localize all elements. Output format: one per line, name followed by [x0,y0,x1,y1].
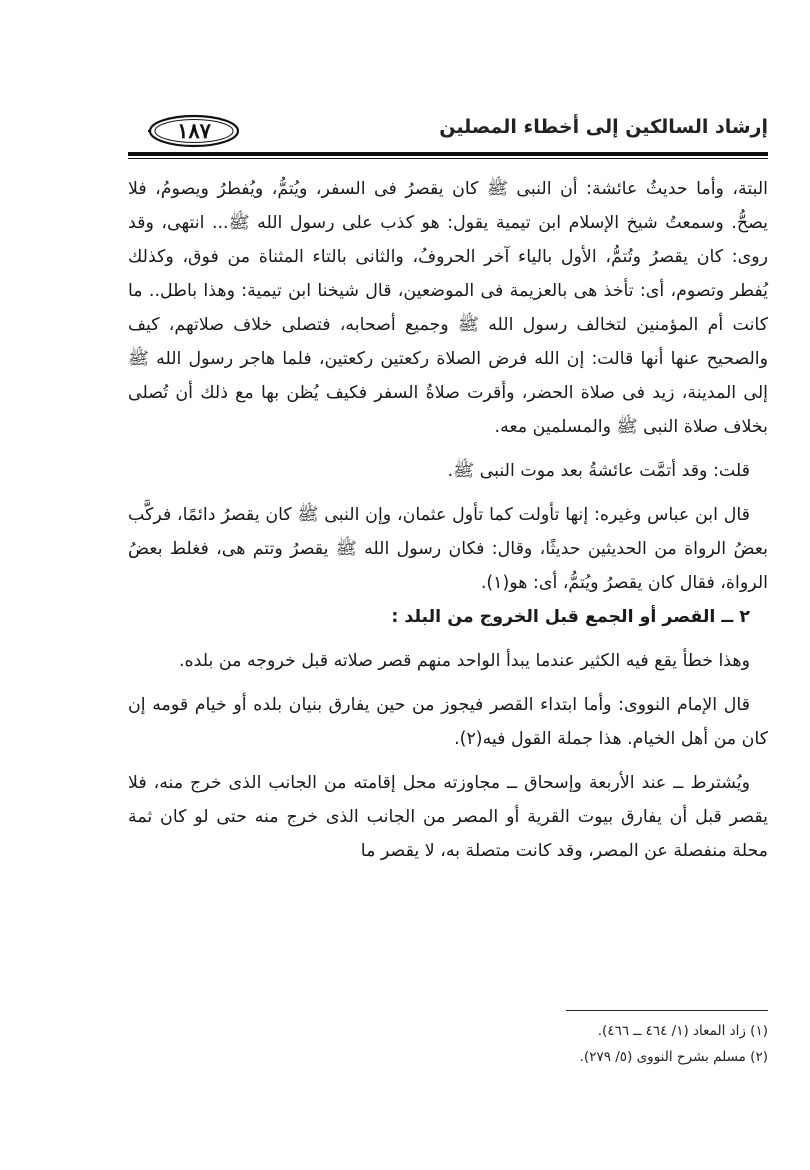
paragraph: ويُشترط ــ عند الأربعة وإسحاق ــ مجاوزته محل إقامته من الجانب الذى خرج منه، فلا يقصر قبل أن يفارق بيوت القرية أو المصر من الجانب الذى خرج منه حتى لو كان ثمة محلة منفصلة عن المصر، وقد كانت متصلة به، لا يقصر ما [128,773,768,861]
page-number-badge [148,114,240,148]
footnote: (٢) مسلم بشرح النووى (٥/ ٢٧٩). [579,1049,768,1065]
footnote-separator [566,1010,768,1011]
running-header [128,108,768,154]
footnotes [128,1018,768,1070]
page-number: ١٨٧ [177,118,211,143]
paragraph: قال ابن عباس وغيره: إنها تأولت كما تأول عثمان، وإن النبى ﷺ كان يقصرُ دائمًا، فركَّب بعضُ الرواة من الحديثين حديثًا، وقال: فكان رسول الله ﷺ يقصرُ وتتم هى، فغلط بعضُ الرواة، فقال كان يقصرُ ويُتمُّ، أى: هو(١). [128,505,768,593]
main-text [128,172,768,868]
running-title: إرشاد السالكين إلى أخطاء المصلين [439,116,768,138]
paragraph: قال الإمام النووى: وأما ابتداء القصر فيجوز من حين يفارق بنيان بلده أو خيام قومه إن كان من أهل الخيام. هذا جملة القول فيه(٢). [128,695,768,749]
header-rule-thin [128,158,768,159]
header-rule-thick [128,152,768,156]
paragraph: وهذا خطأ يقع فيه الكثير عندما يبدأ الواحد منهم قصر صلاته قبل خروجه من بلده. [179,651,750,671]
paragraph: قلت: وقد أتمَّت عائشةُ بعد موت النبى ﷺ. [447,461,750,481]
section-heading: ٢ ــ القصر أو الجمع قبل الخروج من البلد : [391,607,750,627]
paragraph: البتة، وأما حديثُ عائشة: أن النبى ﷺ كان يقصرُ فى السفر، ويُتمُّ، ويُفطرُ ويصومُ، فلا يصحُّ. وسمعتُ شيخ الإسلام ابن تيمية يقول: هو كذب على رسول الله ﷺ... انتهى، وقد روى: كان يقصرُ وتُتمُّ، الأول بالياء آخر الحروفُ، والثانى بالتاء المثناة من فوق، وكذلك يُفطر وتصوم، أى: تأخذ هى بالعزيمة فى الموضعين، قال شيخنا ابن تيمية: وهذا باطل.. ما كانت أم المؤمنين لتخالف رسول الله ﷺ وجميع أصحابه، فتصلى خلاف صلاتهم، كيف والصحيح عنها أنها قالت: إن الله فرض الصلاة ركعتين ركعتين، فلما هاجر رسول الله ﷺ إلى المدينة، زيد فى صلاة الحضر، وأقرت صلاةُ السفر فكيف يُظن بها مع ذلك أن تُصلى بخلاف صلاة النبى ﷺ والمسلمين معه. [128,179,768,437]
footnote: (١) زاد المعاد (١/ ٤٦٤ ــ ٤٦٦). [597,1023,768,1039]
